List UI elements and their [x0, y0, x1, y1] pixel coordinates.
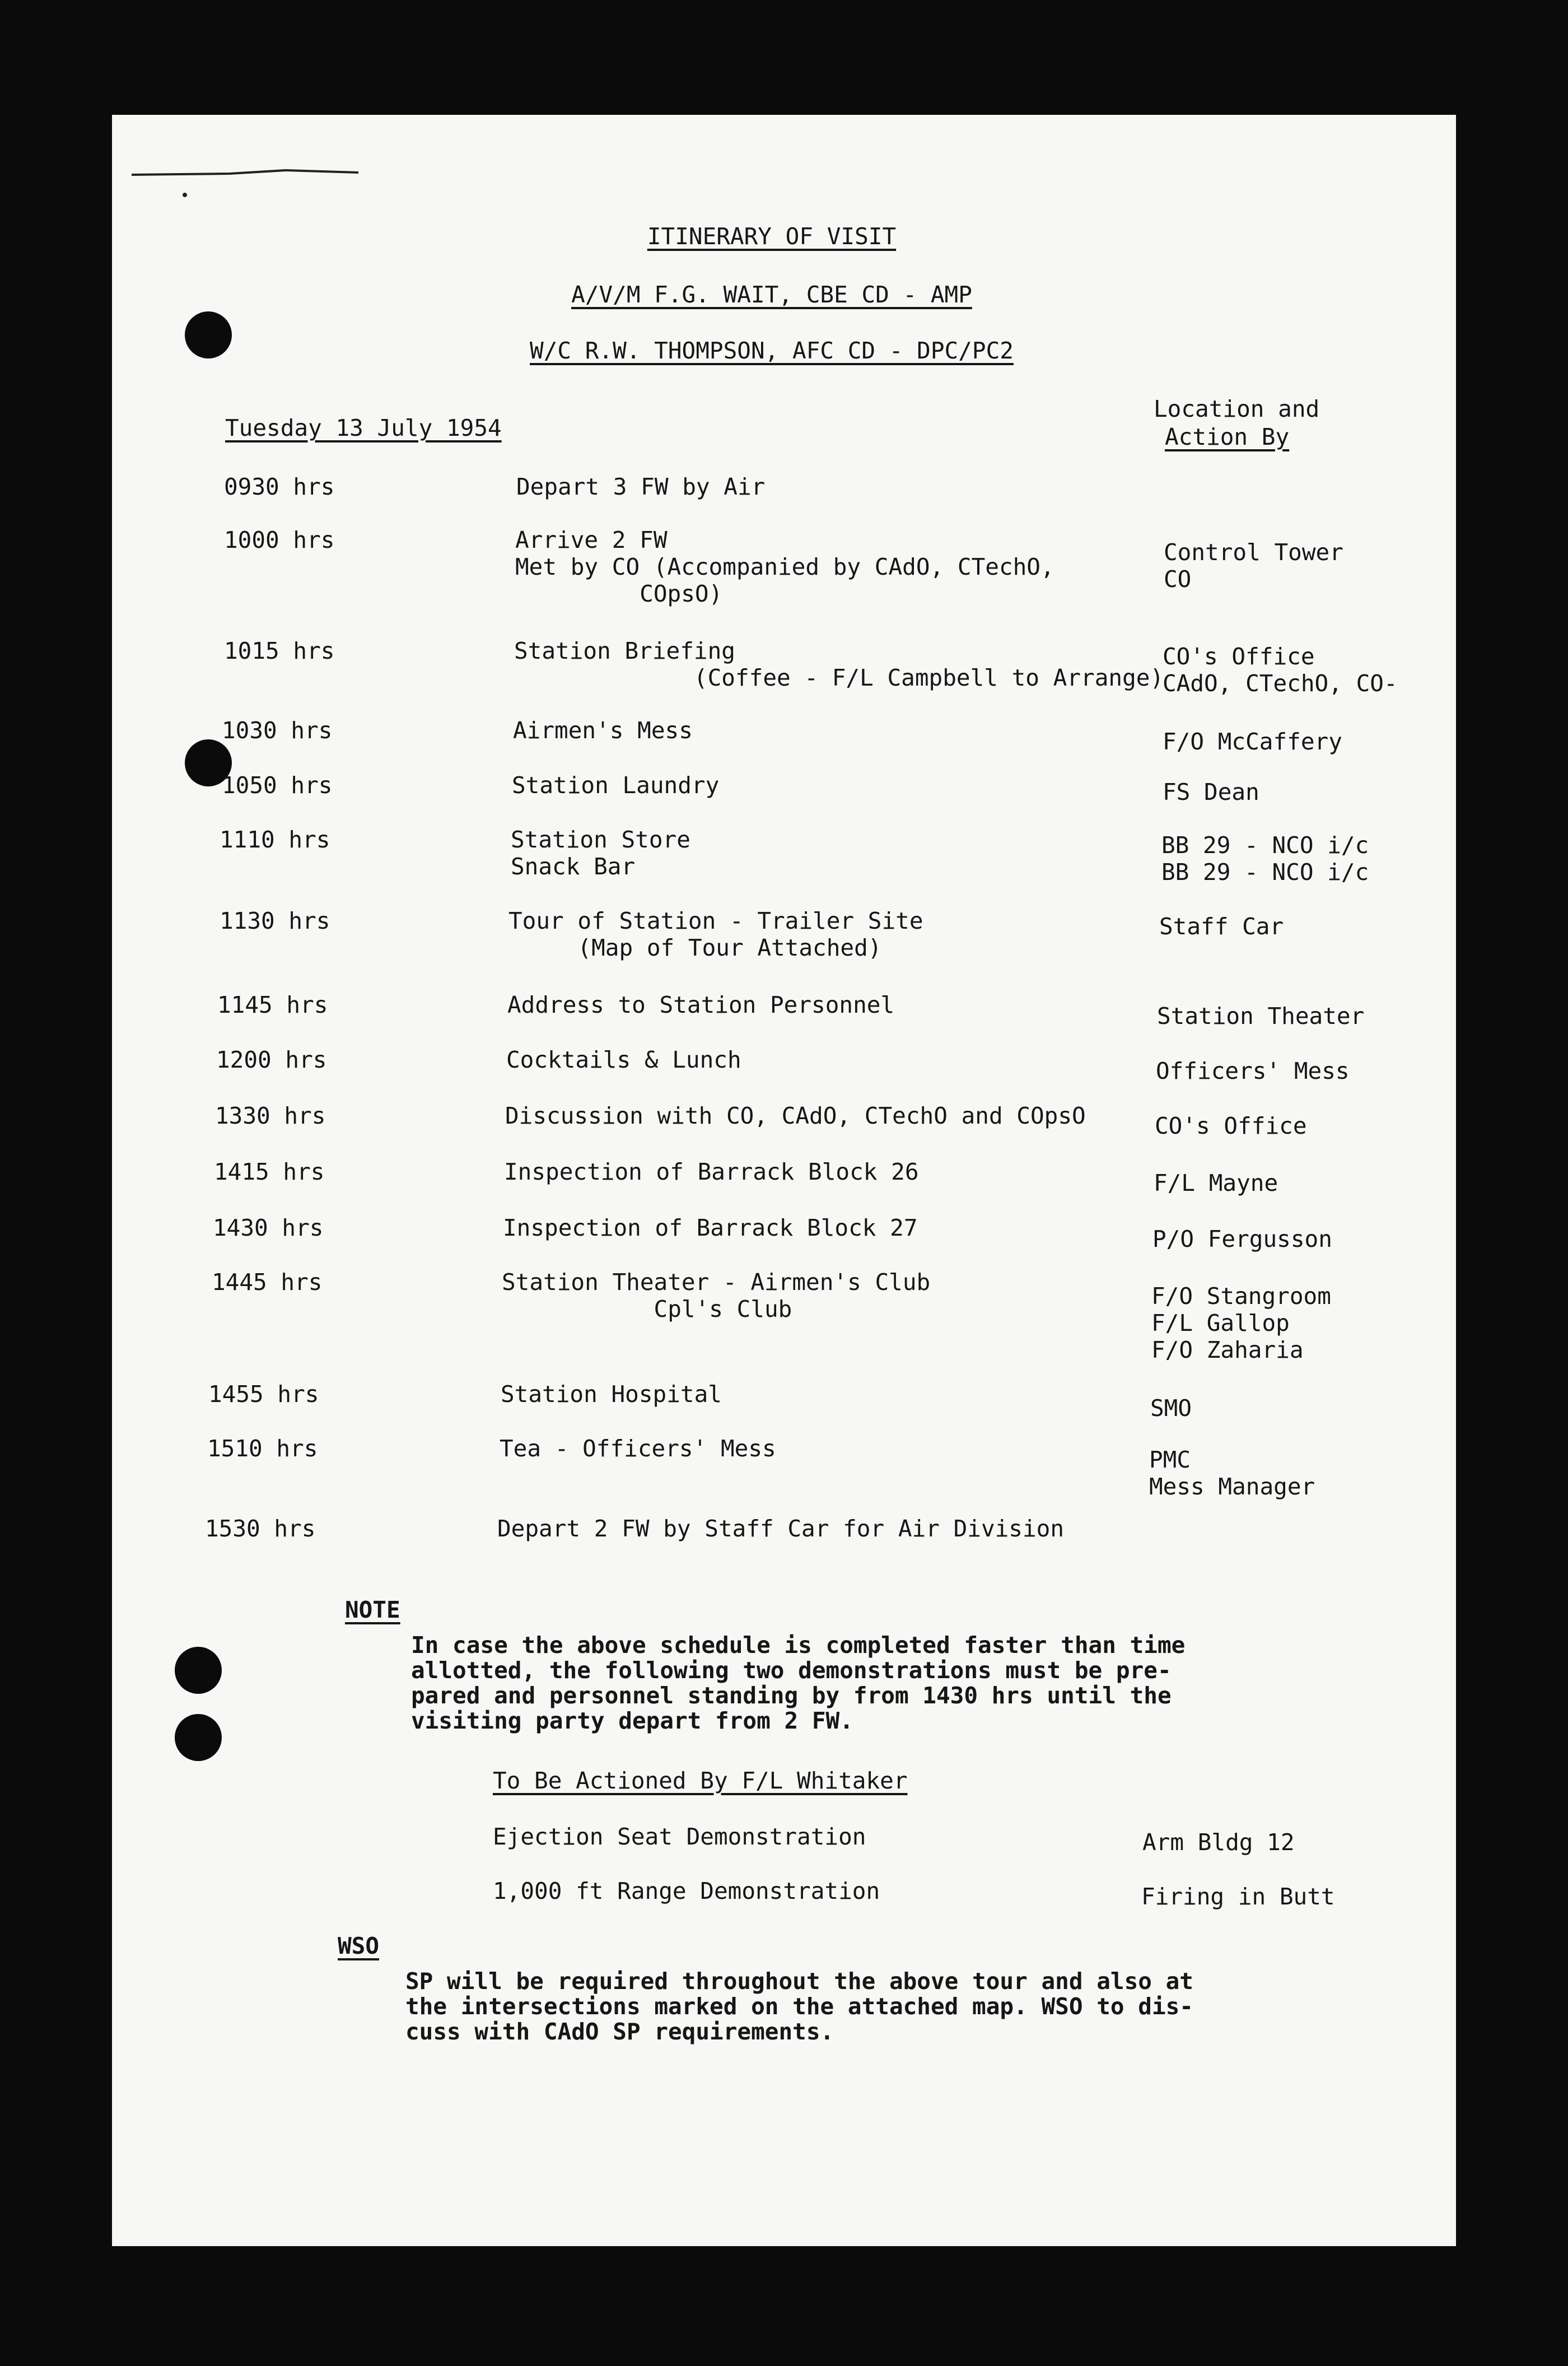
schedule-activity: Station Hospital: [501, 1381, 722, 1408]
wso-label: WSO: [338, 1932, 380, 1959]
schedule-time: 1530 hrs: [205, 1515, 316, 1542]
schedule-time: 1110 hrs: [220, 826, 330, 853]
note-text: In case the above schedule is completed faster than time allotted, the following two demonstrations must be pre- pared and personnel standing by from 1430 hrs until the visiting party depart from 2 FW.: [411, 1632, 1186, 1734]
schedule-location: FS Dean: [1163, 779, 1259, 805]
schedule-activity: Tour of Station - Trailer Site (Map of Tour Attached): [508, 907, 923, 961]
schedule-activity: Tea - Officers' Mess: [500, 1435, 776, 1462]
location-heading-line-2: Action By: [1165, 423, 1290, 450]
location-heading-line-1: Location and: [1154, 395, 1320, 422]
schedule-time: 1415 hrs: [214, 1158, 325, 1185]
schedule-location: BB 29 - NCO i/c BB 29 - NCO i/c: [1161, 832, 1369, 886]
punch-hole: [175, 1647, 222, 1694]
schedule-location: Control Tower CO: [1164, 539, 1343, 593]
demo-name: Ejection Seat Demonstration: [493, 1823, 866, 1850]
schedule-time: 1050 hrs: [222, 772, 333, 799]
schedule-location: PMC Mess Manager: [1149, 1446, 1315, 1500]
schedule-time: 1200 hrs: [216, 1046, 327, 1073]
date-heading: Tuesday 13 July 1954: [225, 414, 502, 441]
schedule-activity: Arrive 2 FW Met by CO (Accompanied by CAdO, CTechO, COpsO): [515, 527, 1054, 607]
schedule-location: F/O McCaffery: [1163, 728, 1342, 755]
schedule-location: CO's Office: [1155, 1112, 1307, 1139]
schedule-activity: Airmen's Mess: [513, 717, 693, 744]
pen-stroke-mark: [129, 162, 364, 207]
schedule-activity: Depart 3 FW by Air: [516, 473, 766, 500]
action-heading: To Be Actioned By F/L Whitaker: [493, 1767, 908, 1794]
visitor-line-2: W/C R.W. THOMPSON, AFC CD - DPC/PC2: [530, 337, 1014, 364]
schedule-location: P/O Fergusson: [1152, 1226, 1332, 1252]
schedule-location: F/L Mayne: [1154, 1170, 1278, 1196]
schedule-activity: Inspection of Barrack Block 26: [504, 1158, 919, 1185]
document-title: ITINERARY OF VISIT: [647, 223, 897, 250]
schedule-location: CO's Office CAdO, CTechO, CO-: [1163, 643, 1398, 697]
schedule-activity: Cocktails & Lunch: [506, 1046, 741, 1073]
schedule-location: SMO: [1150, 1395, 1192, 1422]
demo-name: 1,000 ft Range Demonstration: [493, 1878, 880, 1904]
schedule-activity: Station Laundry: [512, 772, 720, 799]
schedule-time: 1430 hrs: [213, 1214, 324, 1241]
schedule-location: F/O Stangroom F/L Gallop F/O Zaharia: [1151, 1283, 1331, 1363]
punch-hole: [175, 1714, 222, 1761]
schedule-activity: Station Theater - Airmen's Club Cpl's Club: [502, 1269, 931, 1322]
visitor-line-1: A/V/M F.G. WAIT, CBE CD - AMP: [571, 281, 972, 308]
schedule-time: 1445 hrs: [212, 1269, 323, 1296]
schedule-time: 1510 hrs: [207, 1435, 318, 1462]
demo-location: Arm Bldg 12: [1142, 1829, 1295, 1856]
schedule-activity: Inspection of Barrack Block 27: [503, 1214, 918, 1241]
schedule-activity: Station Briefing (Coffee - F/L Campbell to Arrange): [514, 637, 1164, 691]
schedule-time: 1015 hrs: [224, 637, 335, 664]
schedule-activity: Station Store Snack Bar: [511, 826, 690, 880]
schedule-time: 1145 hrs: [217, 991, 328, 1018]
schedule-activity: Address to Station Personnel: [507, 991, 895, 1018]
schedule-activity: Discussion with CO, CAdO, CTechO and COpsO: [505, 1102, 1086, 1129]
schedule-time: 1030 hrs: [222, 717, 333, 744]
schedule-time: 1000 hrs: [224, 527, 335, 553]
schedule-time: 1455 hrs: [208, 1381, 319, 1408]
schedule-location: Officers' Mess: [1156, 1058, 1350, 1084]
schedule-location: Station Theater: [1157, 1003, 1365, 1030]
demo-location: Firing in Butt: [1141, 1883, 1335, 1910]
schedule-activity: Depart 2 FW by Staff Car for Air Division: [497, 1515, 1065, 1542]
wso-text: SP will be required throughout the above tour and also at the intersections marked on the attached map. WSO to dis- cuss with CAdO SP requirements.: [405, 1968, 1193, 2045]
schedule-time: 1330 hrs: [215, 1102, 326, 1129]
schedule-time: 1130 hrs: [220, 907, 330, 934]
schedule-time: 0930 hrs: [224, 473, 335, 500]
schedule-location: Staff Car: [1159, 913, 1284, 940]
note-label: NOTE: [345, 1596, 400, 1623]
